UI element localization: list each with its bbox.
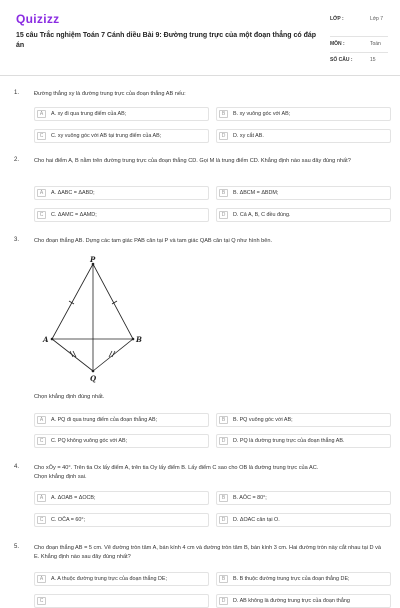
option-letter: B bbox=[219, 189, 228, 197]
q5-option-a[interactable] bbox=[34, 572, 209, 586]
option-text: C. OĈA = 60°; bbox=[51, 517, 86, 523]
q2-option-a[interactable] bbox=[34, 186, 209, 200]
option-letter: D bbox=[219, 211, 228, 219]
label-p: P bbox=[90, 255, 96, 264]
q3-option-c[interactable] bbox=[34, 434, 209, 448]
question-subtext: Chọn khẳng định đúng nhất. bbox=[34, 394, 105, 400]
question-text: Đường thẳng xy là đường trung trực của đoạn thẳng AB nếu: bbox=[34, 91, 186, 97]
segment-pb bbox=[93, 264, 133, 339]
meta-divider bbox=[330, 36, 388, 37]
q2-option-d[interactable] bbox=[216, 208, 391, 222]
option-text: D. xy cắt AB. bbox=[233, 133, 264, 139]
option-text: D. ΔOAC cân tại O. bbox=[233, 517, 280, 523]
segment-pa bbox=[52, 264, 93, 339]
question-number: 4. bbox=[14, 464, 20, 470]
meta-mon-label: MÔN : bbox=[330, 41, 345, 47]
option-letter: B bbox=[219, 575, 228, 583]
option-text: B. ΔBCM = ΔBDM; bbox=[233, 190, 279, 196]
option-letter: D bbox=[219, 132, 228, 140]
question-number: 1. bbox=[14, 90, 20, 96]
meta-socau-value: 15 bbox=[370, 57, 376, 63]
worksheet-header bbox=[0, 0, 400, 76]
q1-option-b[interactable] bbox=[216, 107, 391, 121]
q1-option-d[interactable] bbox=[216, 129, 391, 143]
option-text: A. A thuộc đường trung trực của đoạn thẳng DE; bbox=[51, 576, 167, 582]
question-text: Cho hai điểm A, B nằm trên đường trung trực của đoạn thẳng CD. Gọi M là trung điểm CD. Khẳng định nào sau đây đúng nhất? bbox=[34, 158, 351, 164]
q2-option-c[interactable] bbox=[34, 208, 209, 222]
q4-option-b[interactable] bbox=[216, 491, 391, 505]
q5-option-c[interactable] bbox=[34, 594, 209, 608]
option-letter: B bbox=[219, 416, 228, 424]
label-q: Q bbox=[90, 374, 97, 383]
q3-option-a[interactable] bbox=[34, 413, 209, 427]
q4-option-d[interactable] bbox=[216, 513, 391, 527]
option-letter: C bbox=[37, 516, 46, 524]
option-letter: C bbox=[37, 211, 46, 219]
option-letter: A bbox=[37, 416, 46, 424]
option-text: B. xy vuông góc với AB; bbox=[233, 111, 291, 117]
kite-figure bbox=[40, 256, 150, 386]
meta-divider bbox=[330, 52, 388, 53]
meta-mon-value: Toán bbox=[370, 41, 381, 47]
question-number: 3. bbox=[14, 237, 20, 243]
q5-option-b[interactable] bbox=[216, 572, 391, 586]
option-letter: C bbox=[37, 597, 46, 605]
option-text: D. Cả A, B, C đều đúng. bbox=[233, 212, 291, 218]
question-text: Cho đoạn thẳng AB. Dựng các tam giác PAB cân tại P và tam giác QAB cân tại Q như hình bên. bbox=[34, 238, 273, 244]
question-number: 2. bbox=[14, 157, 20, 163]
label-b: B bbox=[136, 335, 142, 344]
option-letter: D bbox=[219, 516, 228, 524]
option-letter: A bbox=[37, 494, 46, 502]
worksheet-title: 15 câu Trắc nghiệm Toán 7 Cánh diều Bài 9: Đường trung trực của một đoạn thẳng có đáp án bbox=[16, 32, 317, 49]
q1-option-a[interactable] bbox=[34, 107, 209, 121]
tick-mark bbox=[70, 351, 73, 357]
meta-socau-label: SỐ CÂU : bbox=[330, 57, 353, 63]
q4-option-a[interactable] bbox=[34, 491, 209, 505]
meta-lop bbox=[330, 16, 388, 22]
option-letter: A bbox=[37, 110, 46, 118]
option-text: D. PQ là đường trung trực của đoạn thẳng AB. bbox=[233, 438, 345, 444]
option-text: A. ΔABC = ΔABD; bbox=[51, 190, 95, 196]
meta-socau bbox=[330, 57, 388, 63]
option-letter: A bbox=[37, 575, 46, 583]
option-letter: C bbox=[37, 132, 46, 140]
option-text: B. B thuộc đường trung trực của đoạn thẳng DE; bbox=[233, 576, 350, 582]
option-letter: D bbox=[219, 437, 228, 445]
option-letter: C bbox=[37, 437, 46, 445]
option-text: A. PQ đi qua trung điểm của đoạn thẳng AB; bbox=[51, 417, 158, 423]
meta-lop-value: Lớp 7 bbox=[370, 16, 384, 22]
segment-aq bbox=[52, 339, 93, 371]
meta-lop-label: LỚP : bbox=[330, 16, 344, 22]
q3-option-d[interactable] bbox=[216, 434, 391, 448]
option-letter: A bbox=[37, 189, 46, 197]
point-b bbox=[132, 338, 135, 341]
option-text: C. ΔAMC = ΔAMD; bbox=[51, 212, 97, 218]
q5-option-d[interactable] bbox=[216, 594, 391, 608]
option-text: A. ΔOAB = ΔOCB; bbox=[51, 495, 96, 501]
option-text: C. PQ không vuông góc với AB; bbox=[51, 438, 128, 444]
question-number: 5. bbox=[14, 544, 20, 550]
q2-option-b[interactable] bbox=[216, 186, 391, 200]
point-q bbox=[92, 370, 95, 373]
question-text: Cho đoạn thẳng AB = 5 cm. Vẽ đường tròn tâm A, bán kính 4 cm và đường tròn tâm B, bán kính 3 cm. Hai đường tròn này cắt nhau tại D và E. Khẳng định nào sau đây đúng nhất? bbox=[34, 545, 382, 560]
option-text: D. AB không là đường trung trực của đoạn thẳng bbox=[233, 598, 350, 604]
quizizz-logo: Quizizz bbox=[16, 12, 60, 26]
option-letter: D bbox=[219, 597, 228, 605]
option-text: A. xy đi qua trung điểm của AB; bbox=[51, 111, 127, 117]
option-letter: B bbox=[219, 494, 228, 502]
option-text: B. AÔC = 80°; bbox=[233, 495, 267, 501]
question-text-line1: Cho xÔy = 40°. Trên tia Ox lấy điểm A, trên tia Oy lấy điểm B. Lấy điểm C sao cho OB là đường trung trực của AC. bbox=[34, 465, 319, 471]
point-a bbox=[51, 338, 54, 341]
option-text: B. PQ vuông góc với AB; bbox=[233, 417, 293, 423]
meta-mon bbox=[330, 41, 388, 47]
q4-option-c[interactable] bbox=[34, 513, 209, 527]
option-text: C. xy vuông góc với AB tại trung điểm của AB; bbox=[51, 133, 162, 139]
option-letter: B bbox=[219, 110, 228, 118]
q3-option-b[interactable] bbox=[216, 413, 391, 427]
q1-option-c[interactable] bbox=[34, 129, 209, 143]
question-text-line2: Chọn khẳng định sai. bbox=[34, 474, 87, 480]
label-a: A bbox=[43, 335, 49, 344]
